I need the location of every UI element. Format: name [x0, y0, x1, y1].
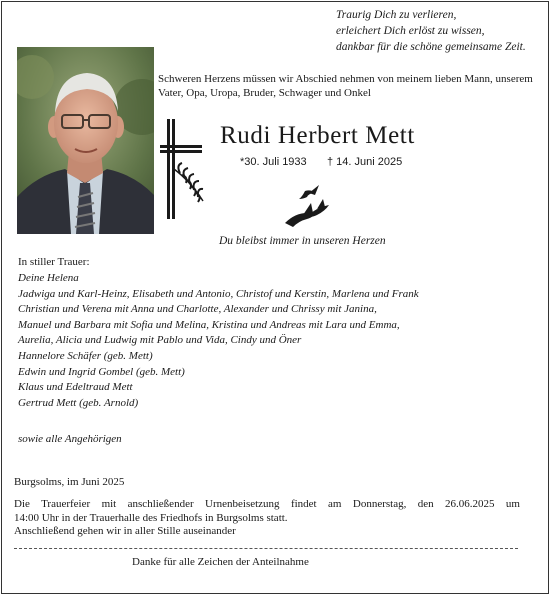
mourner-line: Gertrud Mett (geb. Arnold): [18, 396, 139, 409]
portrait-photo: [17, 47, 154, 234]
mourners-list: [18, 271, 538, 411]
ceremony-line: 14:00 Uhr in der Trauerhalle des Friedhofs in Burgsolms statt.: [14, 511, 288, 524]
dashed-divider: [14, 548, 518, 549]
death-date: † 14. Juni 2025: [327, 156, 403, 168]
mourner-line: Aurelia, Alicia und Ludwig mit Pablo und Vida, Cindy und Öner: [18, 334, 302, 347]
cross-with-palm-icon: [160, 117, 208, 221]
thanks-note: Danke für alle Zeichen der Anteilnahme: [132, 556, 309, 568]
mourner-line: Manuel und Barbara mit Sofia und Melina, Kristina und Andreas mit Lara und Emma,: [18, 318, 400, 331]
mourner-line: Jadwiga und Karl-Heinz, Elisabeth und Antonio, Christof und Kerstin, Marlena und Frank: [18, 287, 419, 300]
ceremony-line: Die Trauerfeier mit anschließender Urnenbeisetzung findet am Donnerstag, den 26.06.2025 um: [14, 498, 520, 510]
mourner-line: Christian und Verena mit Anna und Charlotte, Alexander und Chrissy mit Janina,: [18, 303, 377, 316]
mourner-line: Hannelore Schäfer (geb. Mett): [18, 349, 153, 362]
mourner-line: Edwin und Ingrid Gombel (geb. Mett): [18, 365, 185, 378]
deceased-name: Rudi Herbert Mett: [220, 122, 415, 149]
poem-line: dankbar für die schöne gemeinsame Zeit.: [336, 41, 526, 53]
motto: Du bleibst immer in unseren Herzen: [219, 235, 386, 247]
ceremony-line: Anschließend gehen wir in aller Stille auseinander: [14, 525, 236, 537]
intro-text: Schweren Herzens müssen wir Abschied nehmen von meinem lieben Mann, unserem Vater, Opa, Uropa, Bruder, Schwager und Onkel: [158, 73, 533, 99]
place-date: Burgsolms, im Juni 2025: [14, 476, 125, 488]
birth-date: *30. Juli 1933: [240, 156, 307, 168]
mourner-line: Klaus und Edeltraud Mett: [18, 381, 133, 394]
poem-line: Traurig Dich zu verlieren,: [336, 9, 457, 21]
other-relatives: sowie alle Angehörigen: [18, 433, 122, 445]
mourners-heading: In stiller Trauer:: [18, 256, 90, 268]
mourner-line: Deine Helena: [18, 272, 79, 284]
doves-icon: [283, 183, 333, 229]
ceremony-info: [14, 498, 520, 539]
poem: [336, 7, 548, 55]
poem-line: erleichert Dich erlöst zu wissen,: [336, 25, 485, 37]
